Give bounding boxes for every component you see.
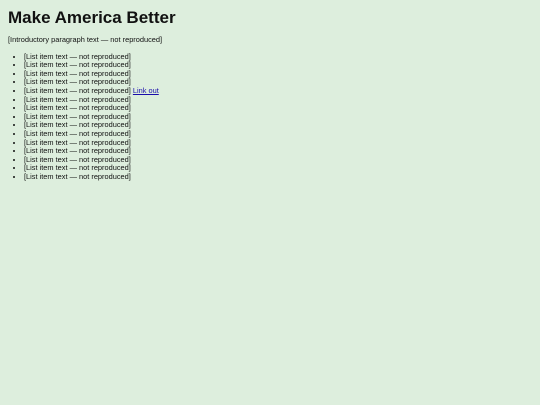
page-title: Make America Better xyxy=(8,8,176,27)
list-item: • [List item text — not reproduced] xyxy=(24,139,532,148)
list-item: • [List item text — not reproduced] xyxy=(24,130,532,139)
list-item: • [List item text — not reproduced] xyxy=(24,164,532,173)
list-item: • [List item text — not reproduced] xyxy=(24,173,532,182)
list-item: • [List item text — not reproduced] xyxy=(24,121,532,130)
intro-paragraph: [Introductory paragraph text — not reproduced] xyxy=(8,35,163,44)
list-item: • [List item text — not reproduced] xyxy=(24,156,532,165)
list-item: • [List item text — not reproduced] xyxy=(24,147,532,156)
list-item-text: [List item text — not reproduced] xyxy=(24,85,131,95)
link-out[interactable]: Link out xyxy=(132,85,159,95)
list-item: • [List item text — not reproduced] xyxy=(24,78,532,87)
list-item: • [List item text — not reproduced] xyxy=(24,70,532,79)
list-item: • [List item text — not reproduced] xyxy=(24,53,532,62)
points-list xyxy=(8,53,532,182)
list-item: • [List item text — not reproduced] xyxy=(24,104,532,113)
list-item: • [List item text — not reproduced] xyxy=(24,113,532,122)
list-item: • [List item text — not reproduced] xyxy=(24,96,532,105)
list-item: • [List item text — not reproduced] xyxy=(24,61,532,70)
